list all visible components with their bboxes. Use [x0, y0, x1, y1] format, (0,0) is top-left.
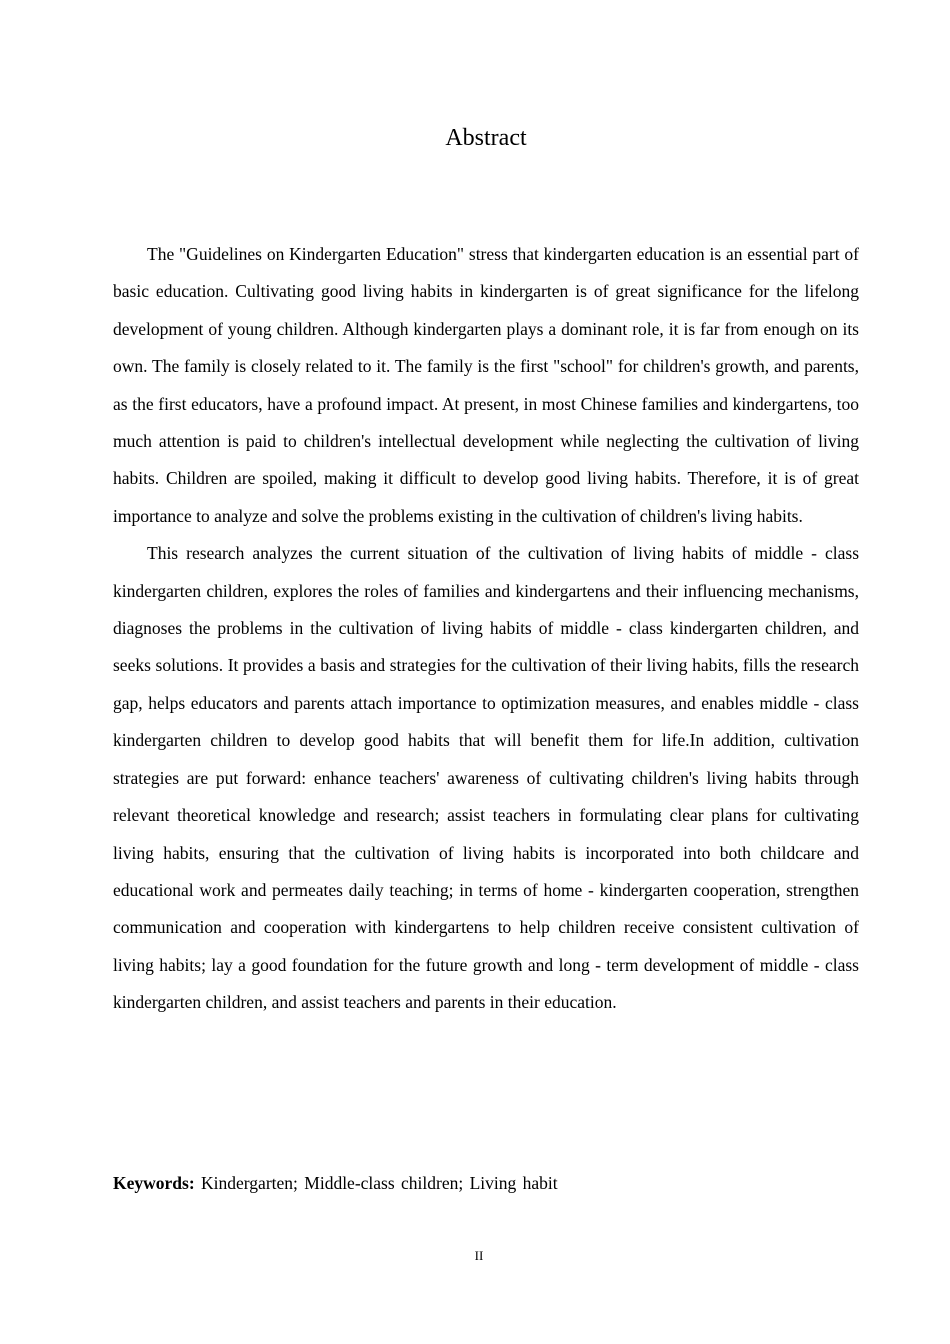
keywords-line — [113, 1168, 859, 1198]
abstract-paragraph-1: The "Guidelines on Kindergarten Education" stress that kindergarten education is an essential part of basic education. Cultivating good living habits in kindergarten is of great significance for the lifelong development of young children. Although kindergarten plays a dominant role, it is far from enough on its own. The family is closely related to it. The family is the first "school" for children's growth, and parents, as the first educators, have a profound impact. At present, in most Chinese families and kindergartens, too much attention is paid to children's intellectual development while neglecting the cultivation of living habits. Children are spoiled, making it difficult to develop good living habits. Therefore, it is of great importance to analyze and solve the problems existing in the cultivation of children's living habits. — [113, 244, 859, 526]
keywords-label: Keywords: — [113, 1173, 195, 1193]
abstract-paragraph-2: This research analyzes the current situation of the cultivation of living habits of middle - class kindergarten children, explores the roles of families and kindergartens and their influencing mechanisms, diagnoses the problems in the cultivation of living habits of middle - class kindergarten children, and seeks solutions. It provides a basis and strategies for the cultivation of their living habits, fills the research gap, helps educators and parents attach importance to optimization measures, and enables middle - class kindergarten children to develop good habits that will benefit them for life.In addition, cultivation strategies are put forward: enhance teachers' awareness of cultivating children's living habits through relevant theoretical knowledge and research; assist teachers in formulating clear plans for cultivating living habits, ensuring that the cultivation of living habits is incorporated into both childcare and educational work and permeates daily teaching; in terms of home - kindergarten cooperation, strengthen communication and cooperation with kindergartens to help children receive consistent cultivation of living habits; lay a good foundation for the future growth and long - term development of middle - class kindergarten children, and assist teachers and parents in their education. — [113, 543, 859, 1013]
abstract-body — [113, 236, 859, 1022]
page-title: Abstract — [445, 125, 527, 151]
keywords-text: Kindergarten; Middle-class children; Living habit — [201, 1173, 558, 1193]
page-number: II — [474, 1248, 484, 1263]
